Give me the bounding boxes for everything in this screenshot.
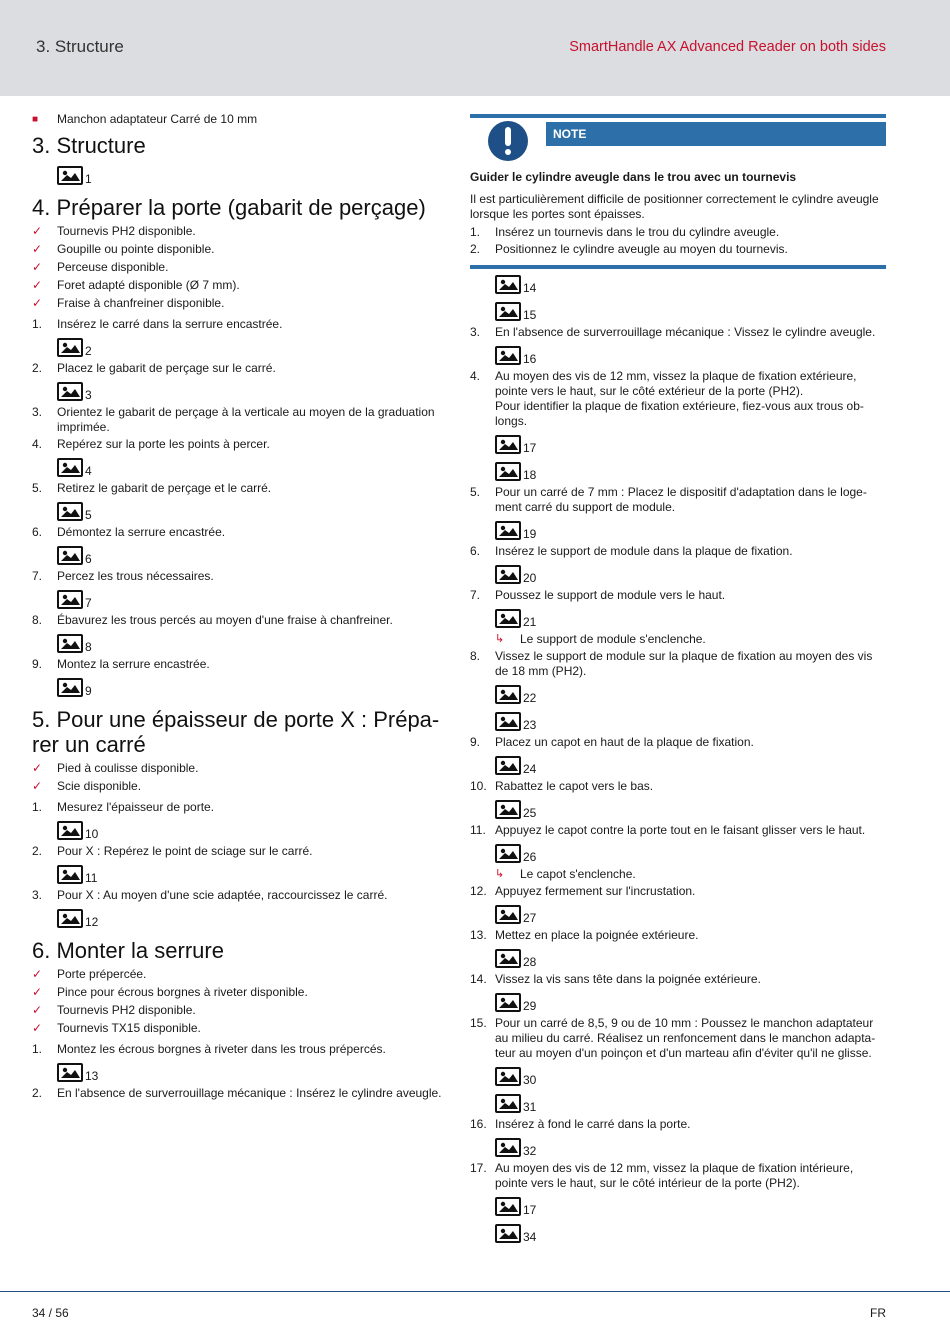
image-ref: 11 <box>57 861 444 888</box>
check-item: ✓ Fraise à chanfreiner disponible. <box>32 296 225 310</box>
checkmark-icon: ✓ <box>32 1021 43 1035</box>
image-placeholder-icon <box>57 458 83 477</box>
checkmark-icon: ✓ <box>32 296 43 310</box>
image-ref: 34 <box>495 1220 886 1247</box>
image-placeholder-icon <box>495 609 521 628</box>
image-ref: 5 <box>57 498 444 525</box>
step-item: 5. Retirez le gabarit de perçage et le carré. <box>32 481 272 495</box>
step-item: 11. Appuyez le capot contre la porte tout en le faisant glisser vers le haut. <box>470 823 866 837</box>
checkmark-icon: ✓ <box>32 985 43 999</box>
step-item: 12. Appuyez fermement sur l'incrustation. <box>470 884 696 898</box>
image-ref: 30 <box>495 1063 886 1090</box>
image-ref: 1 <box>57 162 444 189</box>
image-ref: 27 <box>495 901 886 928</box>
image-placeholder-icon <box>57 634 83 653</box>
image-placeholder-icon <box>57 382 83 401</box>
image-placeholder-icon <box>57 865 83 884</box>
image-ref: 9 <box>57 674 444 701</box>
image-ref: 19 <box>495 517 886 544</box>
image-ref: 14 <box>495 271 886 298</box>
check-item: ✓ Pince pour écrous borgnes à riveter disponible. <box>32 985 308 999</box>
exclamation-icon <box>488 121 528 161</box>
image-placeholder-icon <box>495 435 521 454</box>
step-item: 3. Orientez le gabarit de perçage à la verticale au moyen de la graduation imprimée. <box>32 405 435 434</box>
section-6-checks <box>32 967 444 1036</box>
step-item: 6. Démontez la serrure encastrée. <box>32 525 226 539</box>
step-item: 9. Placez un capot en haut de la plaque de fixation. <box>470 735 754 749</box>
image-ref: 17 <box>495 431 886 458</box>
step-item: 5. Pour un carré de 7 mm : Placez le dispositif d'adaptation dans le loge-ment carré du support de module. <box>470 485 867 514</box>
image-ref: 22 <box>495 681 886 708</box>
image-placeholder-icon <box>495 346 521 365</box>
check-item: ✓ Tournevis TX15 disponible. <box>32 1021 201 1035</box>
step-item: 7. Poussez le support de module vers le haut. <box>470 588 726 602</box>
image-placeholder-icon <box>495 844 521 863</box>
checkmark-icon: ✓ <box>32 1003 43 1017</box>
check-item: ✓ Goupille ou pointe disponible. <box>32 242 215 256</box>
note-box <box>470 114 886 269</box>
step-item: 15. Pour un carré de 8,5, 9 ou de 10 mm : Poussez le manchon adaptateur au milieu du carré. Réalisez un renfoncement dans le manchon adapta-teur au moyen d'un poinçon et d'un marteau afin d'éviter qu'il ne glisse. <box>470 1016 876 1060</box>
image-ref: 13 <box>57 1059 444 1086</box>
left-column <box>32 112 444 1103</box>
page-number: 34 / 56 <box>32 1306 69 1320</box>
image-placeholder-icon <box>495 462 521 481</box>
right-step-list <box>470 325 886 1247</box>
image-ref: 8 <box>57 630 444 657</box>
image-placeholder-icon <box>57 1063 83 1082</box>
image-ref: 31 <box>495 1090 886 1117</box>
image-placeholder-icon <box>57 166 83 185</box>
note-step: 1. Insérez un tournevis dans le trou du cylindre aveugle. <box>470 225 780 239</box>
language-code: FR <box>870 1306 886 1320</box>
image-placeholder-icon <box>495 565 521 584</box>
result-item: ↳ Le capot s'enclenche. <box>495 867 636 881</box>
image-ref: 17 <box>495 1193 886 1220</box>
image-placeholder-icon <box>495 712 521 731</box>
image-ref: 6 <box>57 542 444 569</box>
image-placeholder-icon <box>495 521 521 540</box>
note-title: Guider le cylindre aveugle dans le trou avec un tournevis <box>470 170 797 184</box>
check-item: ✓ Tournevis PH2 disponible. <box>32 224 196 238</box>
image-ref: 4 <box>57 454 444 481</box>
note-label: NOTE <box>546 122 886 146</box>
footer-rule <box>0 1291 950 1292</box>
image-ref: 15 <box>495 298 886 325</box>
image-ref: 26 <box>495 840 886 867</box>
section-5-title: 5. Pour une épaisseur de porte X : Prépa-rer un carré <box>32 707 440 757</box>
checkmark-icon: ✓ <box>32 761 43 775</box>
step-item: 17. Au moyen des vis de 12 mm, vissez la plaque de fixation intérieure, pointe vers le haut, sur le côté intérieur de la porte (PH2). <box>470 1161 854 1190</box>
step-item: 3. Pour X : Au moyen d'une scie adaptée, raccourcissez le carré. <box>32 888 388 902</box>
section-4-checks <box>32 224 444 311</box>
check-item: ✓ Porte prépercée. <box>32 967 147 981</box>
header-section-title: 3. Structure <box>36 37 124 56</box>
step-item: 16. Insérez à fond le carré dans la porte. <box>470 1117 691 1131</box>
checkmark-icon: ✓ <box>32 260 43 274</box>
checkmark-icon: ✓ <box>32 224 43 238</box>
step-item: 13. Mettez en place la poignée extérieure. <box>470 928 699 942</box>
image-placeholder-icon <box>495 993 521 1012</box>
image-ref: 21 <box>495 605 886 632</box>
image-ref: 10 <box>57 817 444 844</box>
check-item: ✓ Perceuse disponible. <box>32 260 169 274</box>
image-placeholder-icon <box>57 821 83 840</box>
image-ref: 12 <box>57 905 444 932</box>
image-ref: 18 <box>495 458 886 485</box>
image-ref: 23 <box>495 708 886 735</box>
page-header <box>0 0 950 96</box>
check-item: ✓ Scie disponible. <box>32 779 142 793</box>
step-item: 4. Au moyen des vis de 12 mm, vissez la plaque de fixation extérieure, pointe vers le haut, sur le côté extérieur de la porte (PH2). Pour identifier la plaque de fixation extérieure, fiez-vous aux trous ob-longs. <box>470 369 864 428</box>
step-item: 4. Repérez sur la porte les points à percer. <box>32 437 270 451</box>
image-ref: 2 <box>57 334 444 361</box>
header-product-name: SmartHandle AX Advanced Reader on both sides <box>569 39 886 55</box>
image-ref: 7 <box>57 586 444 613</box>
step-item: 6. Insérez le support de module dans la plaque de fixation. <box>470 544 793 558</box>
image-placeholder-icon <box>495 905 521 924</box>
step-item: 10. Rabattez le capot vers le bas. <box>470 779 654 793</box>
image-placeholder-icon <box>495 800 521 819</box>
square-bullet-icon: ■ <box>32 114 39 125</box>
step-item: 2. En l'absence de surverrouillage mécanique : Insérez le cylindre aveugle. <box>32 1086 442 1100</box>
step-item: 9. Montez la serrure encastrée. <box>32 657 210 671</box>
image-placeholder-icon <box>495 302 521 321</box>
step-item: 8. Vissez le support de module sur la plaque de fixation au moyen des vis de 18 mm (PH2). <box>470 649 873 678</box>
image-ref: 25 <box>495 796 886 823</box>
image-placeholder-icon <box>495 1224 521 1243</box>
right-steps <box>470 271 886 1247</box>
image-ref: 29 <box>495 989 886 1016</box>
section-3-title: 3. Structure <box>32 133 146 158</box>
image-ref: 28 <box>495 945 886 972</box>
image-ref: 3 <box>57 378 444 405</box>
image-placeholder-icon <box>495 756 521 775</box>
step-item: 7. Percez les trous nécessaires. <box>32 569 214 583</box>
check-item: ✓ Tournevis PH2 disponible. <box>32 1003 196 1017</box>
checkmark-icon: ✓ <box>32 278 43 292</box>
result-arrow-icon: ↳ <box>495 868 505 880</box>
section-6-title: 6. Monter la serrure <box>32 938 224 963</box>
image-ref: 20 <box>495 561 886 588</box>
intro-bullet: ■ Manchon adaptateur Carré de 10 mm <box>32 112 258 126</box>
result-item: ↳ Le support de module s'enclenche. <box>495 632 706 646</box>
image-placeholder-icon <box>57 546 83 565</box>
check-item: ✓ Pied à coulisse disponible. <box>32 761 199 775</box>
check-item: ✓ Foret adapté disponible (Ø 7 mm). <box>32 278 240 292</box>
step-item: 8. Ébavurez les trous percés au moyen d'une fraise à chanfreiner. <box>32 613 393 627</box>
image-ref: 32 <box>495 1134 886 1161</box>
result-arrow-icon: ↳ <box>495 633 505 645</box>
image-placeholder-icon <box>57 338 83 357</box>
checkmark-icon: ✓ <box>32 779 43 793</box>
right-column <box>470 114 886 1247</box>
step-item: 1. Mesurez l'épaisseur de porte. <box>32 800 215 814</box>
section-4-title: 4. Préparer la porte (gabarit de perçage) <box>32 195 426 220</box>
image-placeholder-icon <box>495 1067 521 1086</box>
step-item: 1. Insérez le carré dans la serrure encastrée. <box>32 317 283 331</box>
note-step: 2. Positionnez le cylindre aveugle au moyen du tournevis. <box>470 242 788 256</box>
step-item: 2. Placez le gabarit de perçage sur le carré. <box>32 361 276 375</box>
checkmark-icon: ✓ <box>32 967 43 981</box>
image-placeholder-icon <box>495 1138 521 1157</box>
image-placeholder-icon <box>495 1094 521 1113</box>
step-item: 1. Montez les écrous borgnes à riveter dans les trous prépercés. <box>32 1042 386 1056</box>
image-placeholder-icon <box>495 1197 521 1216</box>
step-item: 2. Pour X : Repérez le point de sciage sur le carré. <box>32 844 313 858</box>
image-placeholder-icon <box>57 678 83 697</box>
image-placeholder-icon <box>57 590 83 609</box>
image-placeholder-icon <box>495 685 521 704</box>
image-ref: 16 <box>495 342 886 369</box>
step-item: 14. Vissez la vis sans tête dans la poignée extérieure. <box>470 972 761 986</box>
image-ref: 24 <box>495 752 886 779</box>
note-text: Il est particulièrement difficile de positionner correctement le cylindre aveugle lorsque les portes sont épaisses. <box>470 192 879 221</box>
image-placeholder-icon <box>57 502 83 521</box>
step-item: 3. En l'absence de surverrouillage mécanique : Vissez le cylindre aveugle. <box>470 325 876 339</box>
image-placeholder-icon <box>57 909 83 928</box>
checkmark-icon: ✓ <box>32 242 43 256</box>
image-placeholder-icon <box>495 949 521 968</box>
image-placeholder-icon <box>495 275 521 294</box>
section-5-checks <box>32 761 444 794</box>
note-bottom-rule <box>470 265 886 269</box>
